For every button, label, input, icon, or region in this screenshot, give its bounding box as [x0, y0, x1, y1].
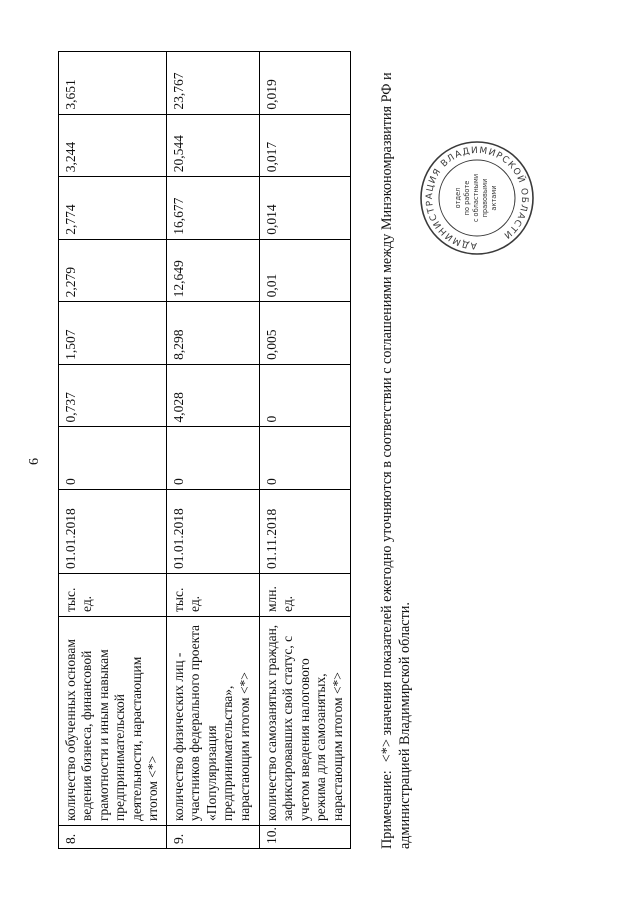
footnote-text: <*> значения показателей ежегодно уточняются в соответствии с соглашениями между Минэкономразвития РФ и администрацией Владимирской области. — [379, 72, 414, 849]
row-number: 8. — [59, 826, 167, 849]
value-cell: 4,028 — [166, 364, 259, 427]
footnote-label: Примечание: — [379, 770, 395, 849]
stamp-center-line: правовыми — [481, 178, 489, 218]
value-cell: 0,014 — [259, 177, 350, 240]
stamp-center-line: с областными — [472, 173, 480, 223]
value-cell: 3,244 — [59, 114, 167, 177]
base-date-cell: 01.11.2018 — [259, 490, 350, 574]
table-row — [259, 52, 350, 849]
value-cell: 0 — [59, 427, 167, 490]
stamp-center-line: по работе — [463, 180, 471, 216]
value-cell: 2,279 — [59, 239, 167, 302]
row-number: 10. — [259, 826, 350, 849]
value-cell: 8,298 — [166, 302, 259, 365]
page-number: 6 — [27, 458, 42, 465]
value-cell: 0,017 — [259, 114, 350, 177]
value-cell: 1,507 — [59, 302, 167, 365]
unit-cell: тыс. ед. — [59, 574, 167, 617]
unit-cell: тыс. ед. — [166, 574, 259, 617]
indicator-name: количество самозанятых граждан, зафиксировавших свой статус, с учетом введения налогового режима для самозанятых, нарастающим итогом <*> — [259, 617, 350, 826]
value-cell: 3,651 — [59, 52, 167, 115]
value-cell: 0,005 — [259, 302, 350, 365]
indicator-name: количество обученных основам ведения бизнеса, финансовой грамотности и иным навыкам предпринимательской деятельности, нарастающим итогом <*> — [59, 617, 167, 826]
value-cell: 0,01 — [259, 239, 350, 302]
unit-cell: млн. ед. — [259, 574, 350, 617]
value-cell: 0,019 — [259, 52, 350, 115]
value-cell: 0,737 — [59, 364, 167, 427]
value-cell: 12,649 — [166, 239, 259, 302]
base-date-cell: 01.01.2018 — [59, 490, 167, 574]
value-cell: 20,544 — [166, 114, 259, 177]
footnote — [378, 59, 414, 849]
value-cell: 23,767 — [166, 52, 259, 115]
value-cell: 0 — [259, 364, 350, 427]
table-row — [166, 52, 259, 849]
value-cell: 0 — [259, 427, 350, 490]
indicator-name: количество физических лиц - участников федерального проекта «Популяризация предпринимательства», нарастающим итогом <*> — [166, 617, 259, 826]
indicators-table — [58, 51, 351, 849]
base-date-cell: 01.01.2018 — [166, 490, 259, 574]
stamp-center-line: актами — [490, 185, 498, 211]
official-stamp — [418, 139, 536, 257]
value-cell: 0 — [166, 427, 259, 490]
table-row — [59, 52, 167, 849]
row-number: 9. — [166, 826, 259, 849]
stamp-center-line: отдел — [454, 187, 462, 209]
value-cell: 2,774 — [59, 177, 167, 240]
value-cell: 16,677 — [166, 177, 259, 240]
stamp-ring-text: АДМИНИСТРАЦИЯ ВЛАДИМИРСКОЙ ОБЛАСТИ — [424, 145, 530, 251]
